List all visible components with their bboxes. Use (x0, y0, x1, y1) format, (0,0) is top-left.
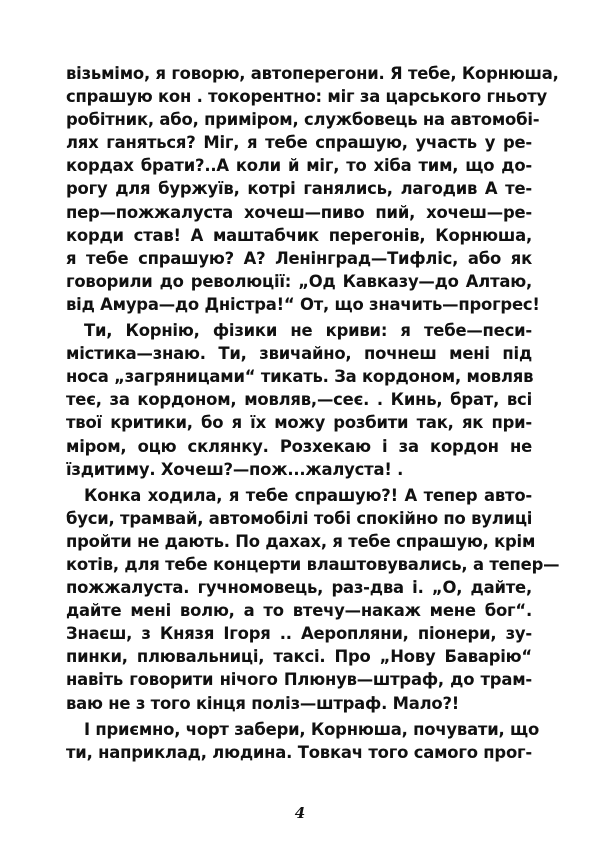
text-line: твої критики, бо я їх можу розбити так, як при- (66, 413, 532, 433)
text-line: буси, трамвай, автомобілі тобі спокійно по вулиці (66, 508, 533, 528)
text-line: говорили до революції: „Од Кавказу—до Алтаю, (66, 271, 532, 291)
text-line: Ти, Корнію, фізики не криви: я тебе—песи- (84, 321, 532, 341)
text-line: лях ганяться? Міг, я тебе спрашую, участь у ре- (66, 133, 532, 153)
text-line: містика—знаю. Ти, звичайно, почнеш мені під (66, 344, 532, 364)
text-line: візьмімо, я говорю, автоперегони. Я тебе, Корнюша, (66, 64, 559, 83)
text-line: пер—пожжалуста хочеш—пиво пий, хочеш—ре- (66, 202, 532, 222)
text-line: ти, наприклад, людина. Товкач того самого прог- (66, 742, 532, 762)
text-line: І приємно, чорт забери, Корнюша, почувати, що (84, 719, 540, 739)
text-line: від Амура—до Дністра!“ От, що значить—прогрес! (66, 294, 540, 314)
text-line: я тебе спрашую? А? Ленінград—Тифліс, або як (66, 248, 532, 268)
text-line: корди став! А маштабчик перегонів, Корнюша, (66, 225, 532, 245)
paragraph (66, 62, 559, 316)
text-line: їздитиму. Хочеш?—пож...жалуста! . (66, 459, 404, 479)
text-line: теє, за кордоном, мовляв,—сеє. . Кинь, брат, всі (66, 390, 532, 410)
text-line: рогу для буржуїв, котрі ганялись, лагодив А те- (66, 179, 532, 199)
text-line: пинки, плювальниці, таксі. Про „Нову Баварію“ (66, 647, 532, 667)
text-line: навіть говорити нічого Плюнув—штраф, до трам- (66, 670, 532, 690)
paragraph (66, 718, 540, 764)
text-line: пройти не дають. По дахах, я тебе спрашую, крім (66, 531, 536, 551)
text-line: міром, оцю склянку. Розхекаю і за кордон не (66, 436, 532, 456)
paragraph (66, 484, 560, 715)
text-line: ваю не з того кінця поліз—штраф. Мало?! (66, 693, 460, 713)
text-line: кордах брати?..А коли й міг, то хіба тим, що до- (66, 156, 532, 176)
text-line: робітник, або, приміром, службовець на автомобі- (66, 110, 540, 130)
text-line: Конка ходила, я тебе спрашую?! А тепер авто- (84, 485, 532, 505)
text-line: Знаєш, з Князя Ігоря .. Аеропляни, піонери, зу- (66, 624, 532, 644)
text-line: дайте мені волю, а то втечу—накаж мене бог“. (66, 601, 532, 621)
page-number: 4 (294, 804, 306, 822)
text-line: котів, для тебе концерти влаштовувались, а тепер— (66, 554, 560, 574)
text-line: пожжалуста. гучномовець, раз-два і. „О, дайте, (66, 578, 532, 598)
text-line: спрашую кон . токорентно: міг за царського гньоту (66, 87, 547, 107)
page-text (66, 62, 560, 764)
paragraph (66, 319, 532, 481)
text-line: носа „загряницами“ тикать. За кордоном, мовляв (66, 367, 534, 387)
